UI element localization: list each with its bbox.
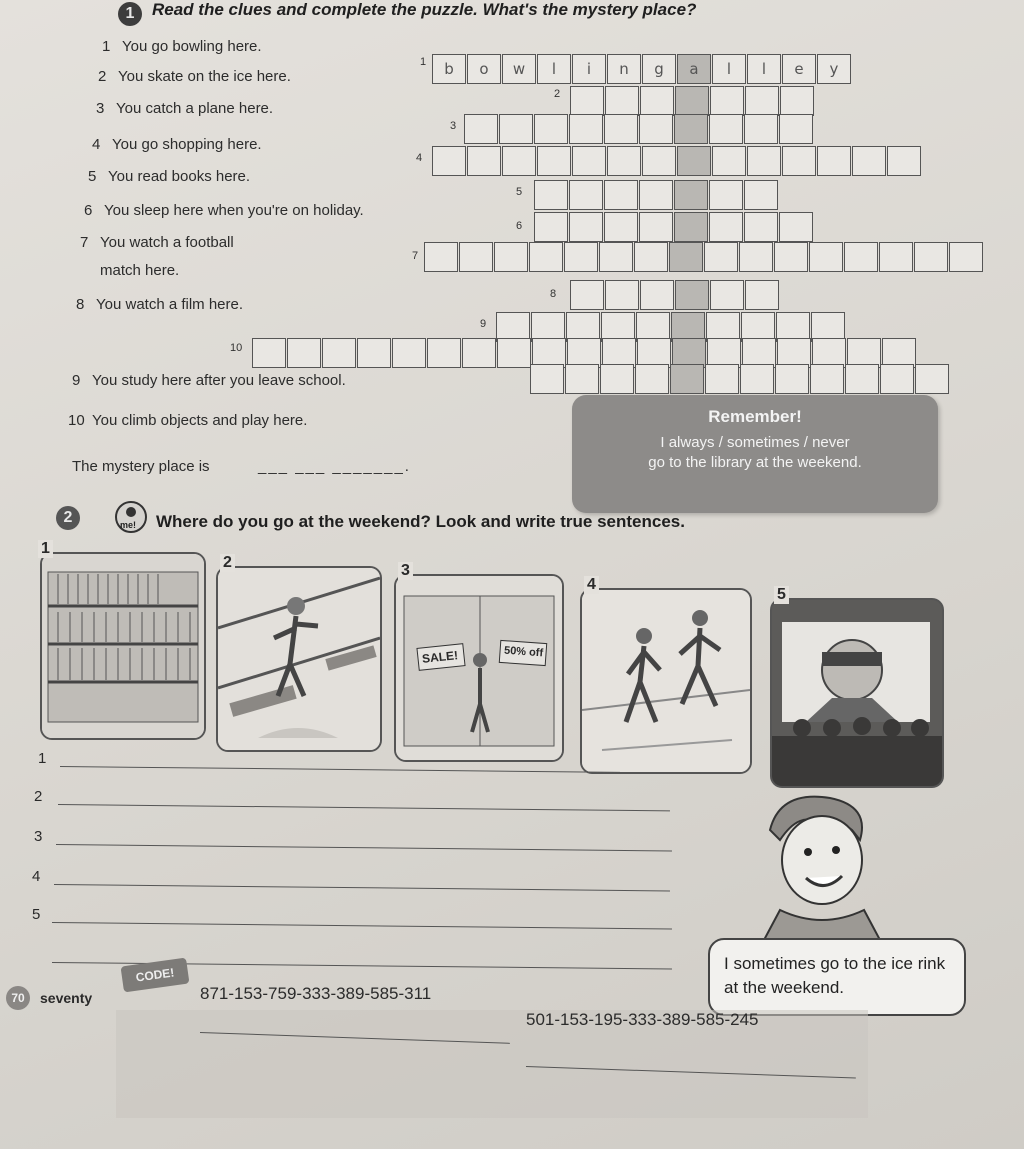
crossword-cell-filled[interactable]: l (537, 54, 571, 84)
crossword-cell[interactable] (670, 364, 704, 394)
code-1: 871-153-759-333-389-585-311 (200, 984, 432, 1003)
clue-6-text: You sleep here when you're on holiday. (104, 202, 364, 219)
code-2: 501-153-195-333-389-585-245 (526, 1010, 759, 1029)
code-badge: CODE! (121, 958, 190, 993)
clue-3-text: You catch a plane here. (116, 100, 274, 117)
mystery-answer-blank[interactable]: ___ ___ _______. (258, 458, 411, 475)
crossword-row-label-6: 6 (516, 220, 523, 232)
crossword-cell[interactable] (779, 114, 813, 144)
crossword-cell[interactable] (744, 212, 778, 242)
crossword-row-label-10: 10 (230, 342, 243, 354)
clue-1-text: You go bowling here. (122, 38, 262, 55)
crossword-cell[interactable] (604, 212, 638, 242)
crossword-cell[interactable] (747, 146, 781, 176)
crossword-cell[interactable] (674, 114, 708, 144)
crossword-cell[interactable] (459, 242, 493, 272)
crossword-cell[interactable] (569, 212, 603, 242)
exercise-2-number: 2 (56, 506, 80, 530)
clue-6: 6 You sleep here when you're on holiday. (84, 202, 364, 219)
crossword-cell[interactable] (357, 338, 391, 368)
crossword-cell[interactable] (710, 86, 744, 116)
crossword-cell[interactable] (392, 338, 426, 368)
crossword-cell-filled[interactable]: w (502, 54, 536, 84)
crossword-cell-filled[interactable]: l (712, 54, 746, 84)
crossword-cell[interactable] (427, 338, 461, 368)
crossword-cell[interactable] (534, 180, 568, 210)
shop-window-icon (396, 576, 562, 760)
crossword-cell[interactable] (530, 364, 564, 394)
cinema-screen-icon (772, 600, 942, 786)
crossword-cell[interactable] (709, 114, 743, 144)
remember-line-1: I always / sometimes / never (660, 434, 850, 451)
crossword-row-label-3: 3 (450, 120, 457, 132)
clue-1: 1 You go bowling here. (102, 38, 262, 55)
answer-line-3[interactable] (56, 844, 672, 851)
clue-8: 8 You watch a film here. (76, 296, 244, 313)
answer-3-number: 3 (34, 828, 43, 845)
picture-2-climbing-park (216, 566, 382, 752)
crossword-cell[interactable] (709, 180, 743, 210)
picture-5-number: 5 (774, 586, 789, 604)
crossword-cell[interactable] (845, 364, 879, 394)
crossword-cell[interactable] (635, 364, 669, 394)
answer-1-number: 1 (38, 750, 47, 767)
crossword-cell[interactable] (502, 146, 536, 176)
crossword-cell[interactable] (634, 242, 668, 272)
crossword-cell[interactable] (844, 242, 878, 272)
crossword-cell[interactable] (782, 146, 816, 176)
crossword-cell[interactable] (639, 114, 673, 144)
crossword-cell[interactable] (640, 280, 674, 310)
crossword-cell[interactable] (705, 364, 739, 394)
crossword-cell[interactable] (669, 242, 703, 272)
clue-7-cont: match here. (100, 262, 180, 279)
picture-2-number: 2 (220, 554, 235, 572)
crossword-cell[interactable] (774, 242, 808, 272)
crossword-cell[interactable] (494, 242, 528, 272)
crossword-row-label-7: 7 (412, 250, 419, 262)
crossword-row-label-5: 5 (516, 186, 523, 198)
clue-5: 5 You read books here. (88, 168, 251, 185)
crossword-cell[interactable] (570, 86, 604, 116)
crossword-cell[interactable] (604, 114, 638, 144)
clue-4-text: You go shopping here. (112, 136, 262, 153)
bookshelves-icon (42, 554, 204, 738)
picture-5-cinema (770, 598, 944, 788)
clue-2: 2 You skate on the ice here. (98, 68, 291, 85)
picture-3-shopping-centre (394, 574, 564, 762)
rope-climbing-icon (218, 568, 380, 750)
crossword-cell[interactable] (462, 338, 496, 368)
crossword-cell[interactable] (467, 146, 501, 176)
clue-10: 10 You climb objects and play here. (68, 412, 308, 429)
crossword-cell[interactable] (817, 146, 851, 176)
answer-line-4[interactable] (54, 884, 670, 891)
crossword-cell[interactable] (675, 280, 709, 310)
crossword-cell[interactable] (529, 242, 563, 272)
crossword-cell[interactable] (810, 364, 844, 394)
crossword-cell[interactable] (914, 242, 948, 272)
picture-1-number: 1 (38, 540, 53, 558)
skaters-icon (582, 590, 750, 772)
boy-illustration (740, 790, 900, 940)
crossword-cell[interactable] (464, 114, 498, 144)
clue-3: 3 You catch a plane here. (96, 100, 274, 117)
clue-9: 9 You study here after you leave school. (72, 372, 346, 389)
crossword-cell[interactable] (674, 180, 708, 210)
crossword-cell[interactable] (537, 146, 571, 176)
clue-10-text: You climb objects and play here. (92, 412, 308, 429)
picture-3-number: 3 (398, 562, 413, 580)
crossword-cell[interactable] (570, 280, 604, 310)
crossword-cell[interactable] (605, 86, 639, 116)
remember-line-2: go to the library at the weekend. (648, 454, 862, 471)
clue-9-text: You study here after you leave school. (92, 372, 346, 389)
answer-line-1[interactable] (60, 766, 620, 773)
crossword-cell[interactable] (775, 364, 809, 394)
crossword-cell-filled[interactable]: b (432, 54, 466, 84)
crossword-cell[interactable] (569, 180, 603, 210)
crossword-cell[interactable] (709, 212, 743, 242)
crossword-cell[interactable] (879, 242, 913, 272)
crossword-cell[interactable] (322, 338, 356, 368)
crossword-cell[interactable] (740, 364, 774, 394)
crossword-cell[interactable] (604, 180, 638, 210)
crossword-cell[interactable] (739, 242, 773, 272)
clue-8-text: You watch a film here. (96, 296, 244, 313)
crossword-cell-filled[interactable]: g (642, 54, 676, 84)
crossword-cell-filled[interactable]: y (817, 54, 851, 84)
crossword-grid (0, 0, 1024, 400)
clue-5-text: You read books here. (108, 168, 251, 185)
exercise-1-number: 1 (118, 2, 142, 26)
crossword-cell[interactable] (744, 180, 778, 210)
crossword-cell[interactable] (780, 86, 814, 116)
crossword-cell[interactable] (600, 364, 634, 394)
crossword-cell-filled[interactable]: l (747, 54, 781, 84)
picture-1-library (40, 552, 206, 740)
crossword-cell-filled[interactable]: n (607, 54, 641, 84)
me-badge-text: me! (120, 520, 137, 530)
crossword-cell[interactable] (497, 338, 531, 368)
crossword-cell[interactable] (852, 146, 886, 176)
crossword-cell[interactable] (639, 212, 673, 242)
crossword-cell[interactable] (639, 180, 673, 210)
crossword-cell[interactable] (424, 242, 458, 272)
crossword-cell[interactable] (432, 146, 466, 176)
clue-2-text: You skate on the ice here. (118, 68, 291, 85)
crossword-row-label-9: 9 (480, 318, 487, 330)
speech-bubble: I sometimes go to the ice rink at the weekend. (708, 938, 966, 1016)
crossword-cell[interactable] (534, 114, 568, 144)
clue-7: 7 You watch a football (80, 234, 234, 251)
page-number: 70 (6, 986, 30, 1010)
crossword-row-label-4: 4 (416, 152, 423, 164)
crossword-cell-filled[interactable]: a (677, 54, 711, 84)
crossword-cell[interactable] (745, 280, 779, 310)
crossword-row-label-2: 2 (554, 88, 561, 100)
clue-7-text: You watch a football (100, 234, 234, 251)
crossword-cell[interactable] (710, 280, 744, 310)
picture-4-ice-rink (580, 588, 752, 774)
crossword-cell[interactable] (779, 212, 813, 242)
answer-line-2[interactable] (58, 804, 670, 811)
clue-4: 4 You go shopping here. (92, 136, 262, 153)
answer-2-number: 2 (34, 788, 43, 805)
page-word: seventy (40, 990, 93, 1006)
crossword-cell[interactable] (605, 280, 639, 310)
crossword-cell[interactable] (569, 114, 603, 144)
remember-title: Remember! (708, 407, 802, 426)
crossword-cell[interactable] (887, 146, 921, 176)
sale-sign: SALE! (421, 648, 459, 666)
answer-5-number: 5 (32, 906, 41, 923)
me-badge-icon (114, 500, 148, 534)
mystery-prompt: The mystery place is (72, 458, 210, 475)
crossword-cell[interactable] (675, 86, 709, 116)
crossword-cell-filled[interactable]: e (782, 54, 816, 84)
crossword-cell[interactable] (565, 364, 599, 394)
crossword-cell[interactable] (564, 242, 598, 272)
crossword-row-label-8: 8 (550, 288, 557, 300)
exercise-2-instruction: Where do you go at the weekend? Look and write true sentences. (156, 512, 685, 531)
answer-line-5[interactable] (52, 922, 672, 929)
crossword-row-label-1: 1 (420, 56, 427, 68)
answer-4-number: 4 (32, 868, 41, 885)
discount-sign: 50% off (503, 644, 544, 660)
crossword-cell[interactable] (287, 338, 321, 368)
crossword-cell[interactable] (499, 114, 533, 144)
crossword-cell[interactable] (745, 86, 779, 116)
crossword-cell[interactable] (915, 364, 949, 394)
crossword-cell[interactable] (252, 338, 286, 368)
picture-4-number: 4 (584, 576, 599, 594)
crossword-cell[interactable] (607, 146, 641, 176)
boy-face-icon (740, 790, 900, 940)
crossword-cell[interactable] (712, 146, 746, 176)
crossword-cell[interactable] (809, 242, 843, 272)
crossword-cell[interactable] (949, 242, 983, 272)
exercise-1-instruction: Read the clues and complete the puzzle. What's the mystery place? (152, 0, 697, 19)
crossword-cell[interactable] (642, 146, 676, 176)
crossword-cell[interactable] (880, 364, 914, 394)
crossword-cell-filled[interactable]: o (467, 54, 501, 84)
crossword-cell[interactable] (744, 114, 778, 144)
crossword-cell[interactable] (534, 212, 568, 242)
crossword-cell[interactable] (640, 86, 674, 116)
crossword-cell-filled[interactable]: i (572, 54, 606, 84)
remember-box (572, 395, 938, 513)
crossword-cell[interactable] (677, 146, 711, 176)
crossword-cell[interactable] (704, 242, 738, 272)
crossword-cell[interactable] (572, 146, 606, 176)
crossword-cell[interactable] (674, 212, 708, 242)
crossword-cell[interactable] (599, 242, 633, 272)
